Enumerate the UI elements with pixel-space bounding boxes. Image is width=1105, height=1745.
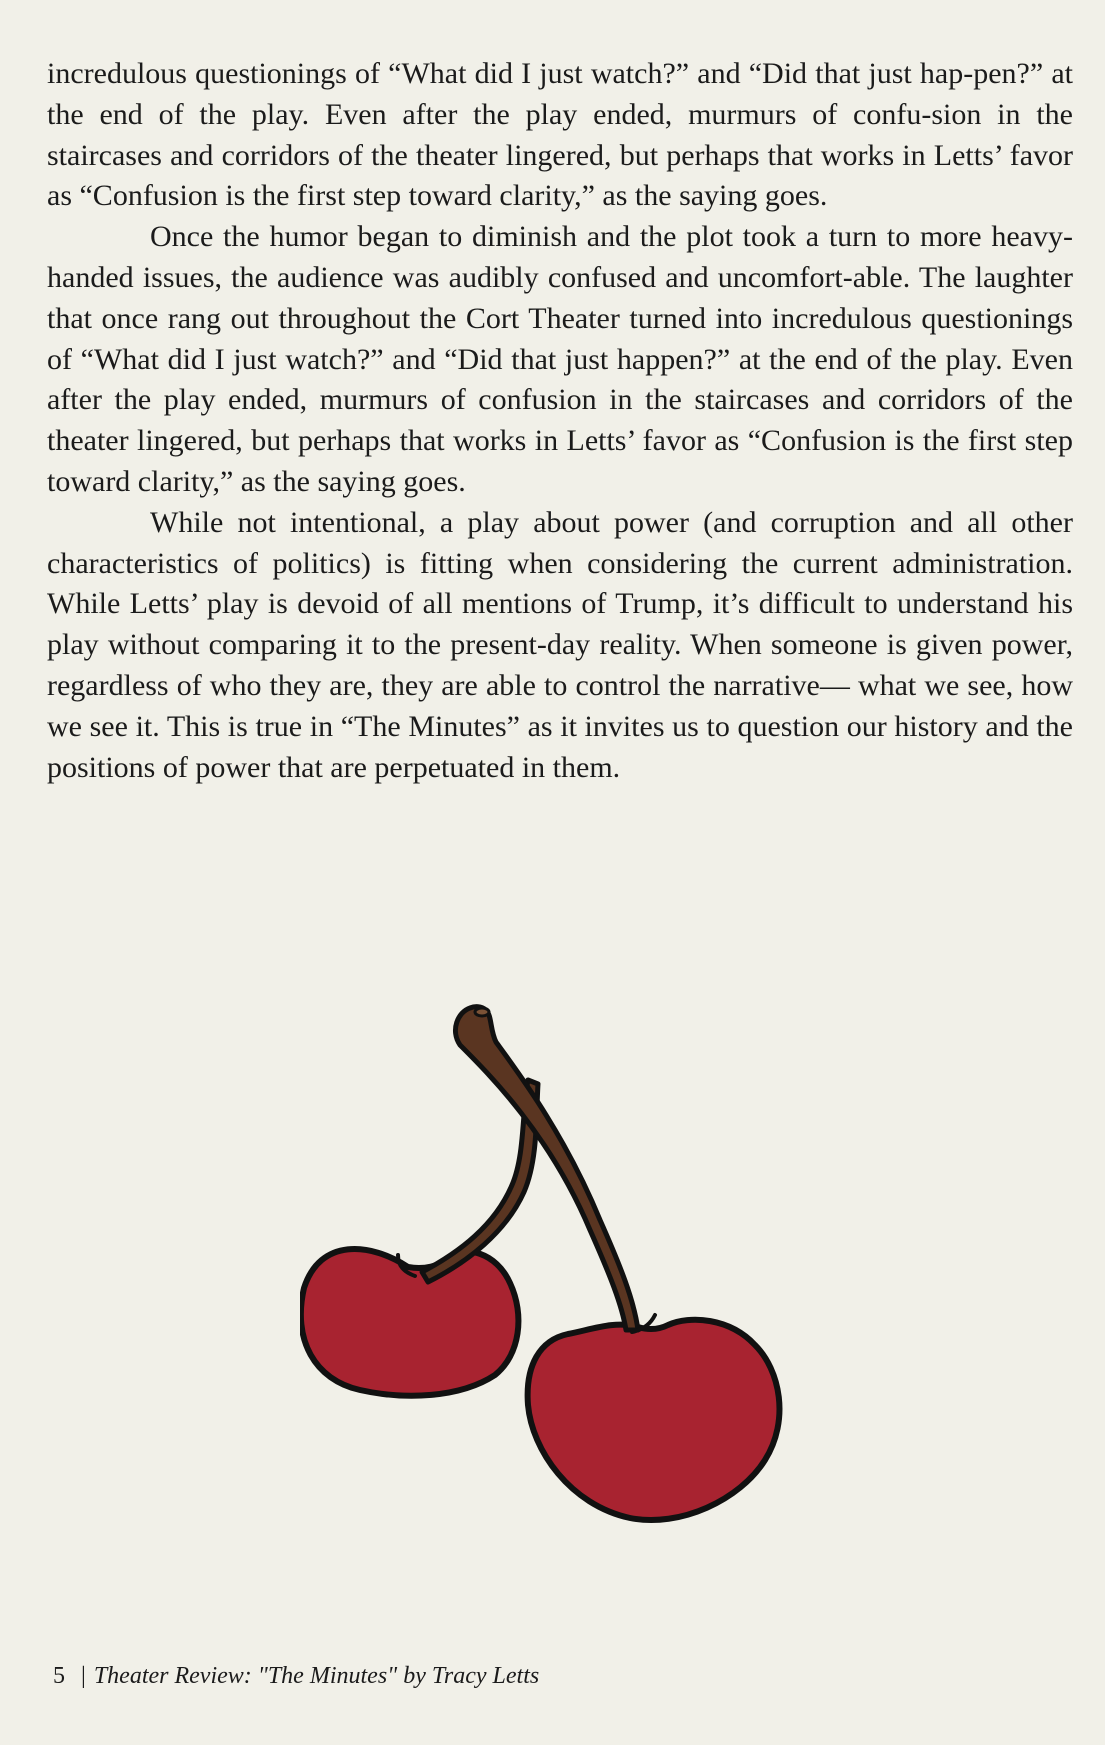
stem-tip bbox=[475, 1008, 489, 1016]
page-number: 5 bbox=[53, 1663, 65, 1689]
cherries-illustration bbox=[300, 1000, 840, 1540]
left-cherry bbox=[301, 1249, 519, 1396]
paragraph-3: While not intentional, a play about power (and corruption and all other characteristics of politics) is fitting when considering the current administration. While Letts’ play is devoid of all mentions of Trump, it’s difficult to understand his play without comparing it to the present-day reality. When someone is given power, regardless of who they are, they are able to control the narrative— what we see, how we see it. This is true in “The Minutes” as it invites us to question our history and the positions of power that are perpetuated in them. bbox=[47, 505, 1073, 784]
right-cherry bbox=[528, 1320, 780, 1520]
cherries-icon bbox=[300, 1000, 840, 1540]
paragraph-2: Once the humor began to diminish and the plot took a turn to more heavy-handed issues, the audience was audibly confused and uncomfort-able. The laughter that once rang out throughout the Cort Theater turned into incredulous questionings of “What did I just watch?” and “Did that just happen?” at the end of the play. Even after the play ended, murmurs of confusion in the staircases and corridors of the theater lingered, but perhaps that works in Letts’ favor as “Confusion is the first step toward clarity,” as the saying goes. bbox=[47, 220, 1073, 498]
footer-separator: | bbox=[81, 1663, 86, 1689]
article-body bbox=[47, 54, 1073, 788]
paragraph-1: incredulous questionings of “What did I just watch?” and “Did that just hap-pen?” at the end of the play. Even after the play ended, murmurs of confu-sion in the staircases and corridors of the theater lingered, but perhaps that works in Letts’ favor as “Confusion is the first step toward clarity,” as the saying goes. bbox=[47, 57, 1073, 213]
page-footer bbox=[53, 1660, 539, 1692]
running-title: Theater Review: "The Minutes" by Tracy Letts bbox=[93, 1663, 540, 1689]
